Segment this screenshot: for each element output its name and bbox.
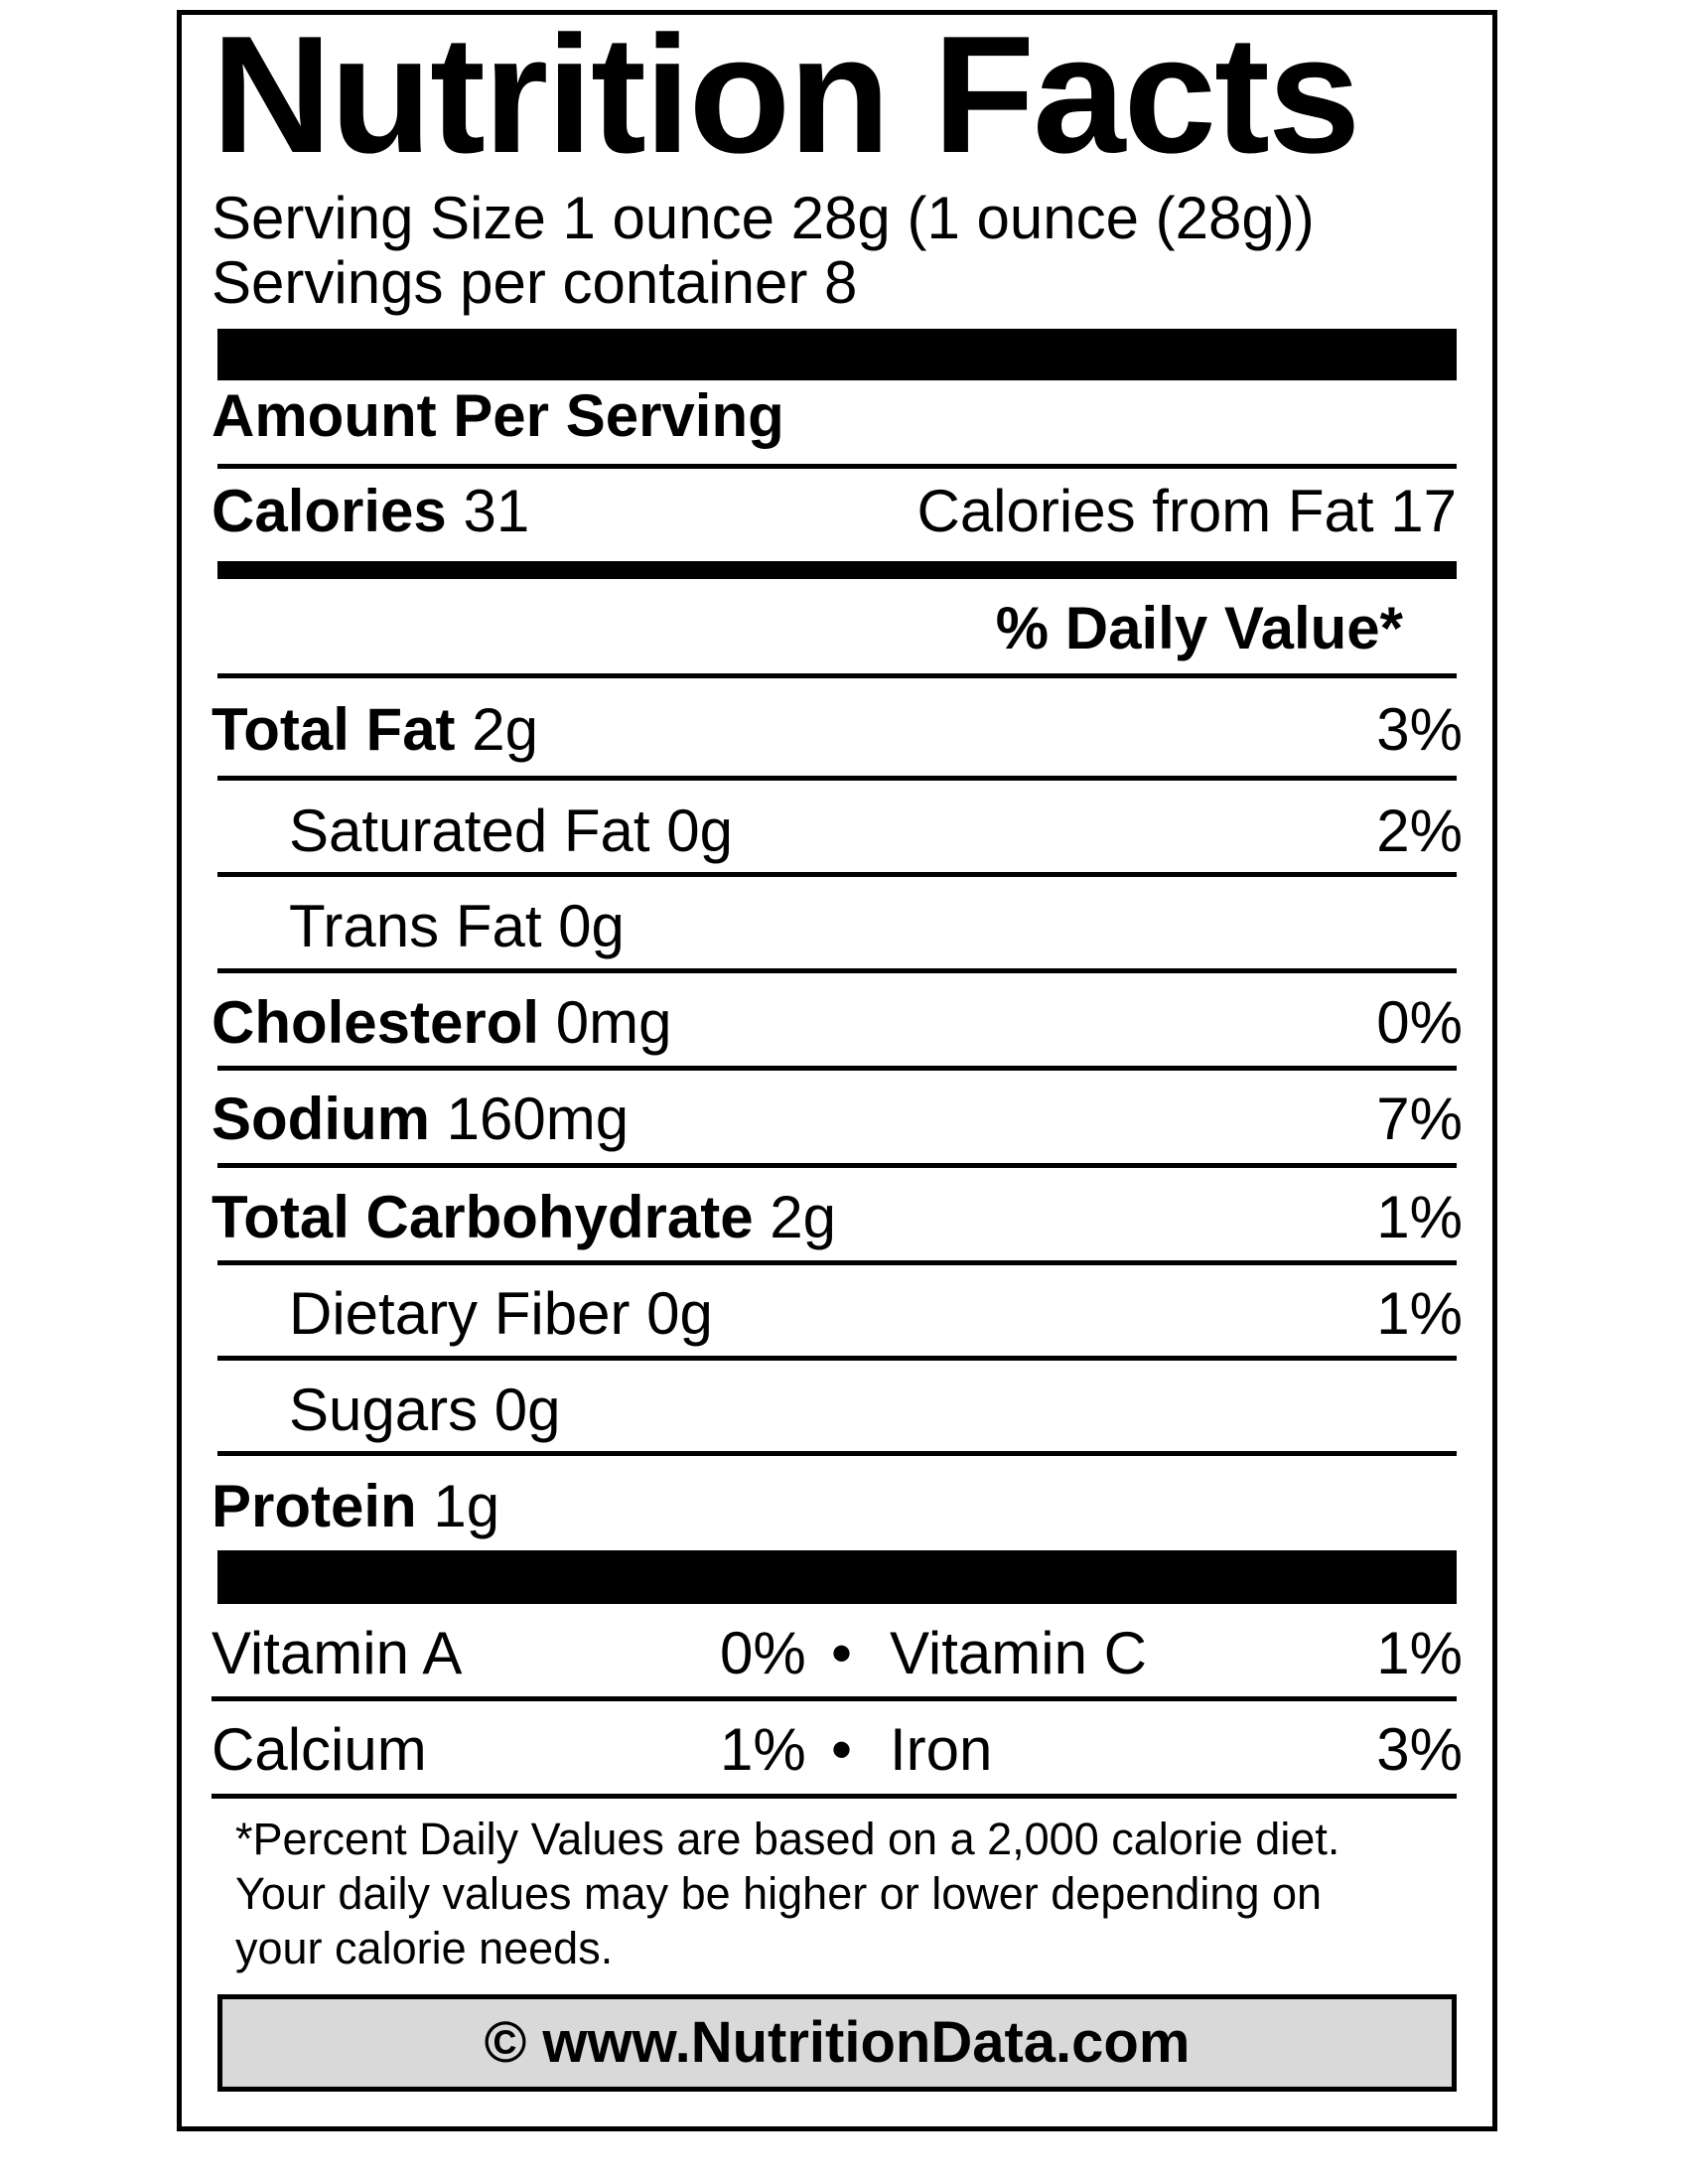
divider bbox=[217, 673, 1457, 678]
thick-divider bbox=[217, 329, 1457, 380]
calcium-label: Calcium bbox=[211, 1716, 427, 1783]
divider bbox=[217, 1066, 1457, 1071]
medium-divider bbox=[217, 561, 1457, 579]
copyright-box bbox=[217, 1994, 1457, 2092]
divider bbox=[211, 1794, 1457, 1799]
calories-value: 31 bbox=[463, 478, 530, 544]
iron-label: Iron bbox=[890, 1716, 993, 1783]
vitamin-c-dv: 1% bbox=[1376, 1620, 1463, 1686]
sugars-label: Sugars 0g bbox=[289, 1377, 561, 1443]
saturated-fat-label: Saturated Fat 0g bbox=[289, 798, 733, 864]
label-content bbox=[211, 1, 1463, 2126]
daily-value-header: % Daily Value* bbox=[995, 595, 1403, 661]
trans-fat-label: Trans Fat 0g bbox=[289, 893, 625, 959]
total-fat-row bbox=[211, 696, 538, 763]
calories-from-fat: Calories from Fat 17 bbox=[916, 478, 1457, 544]
bullet-separator: • bbox=[831, 1716, 853, 1783]
total-carbohydrate-row bbox=[211, 1184, 837, 1250]
bullet-separator: • bbox=[831, 1620, 853, 1686]
divider bbox=[217, 776, 1457, 781]
footnote-line-1: *Percent Daily Values are based on a 2,000 calorie diet. bbox=[235, 1814, 1340, 1864]
footnote-line-3: your calorie needs. bbox=[235, 1923, 614, 1973]
serving-size: Serving Size 1 ounce 28g (1 ounce (28g)) bbox=[211, 185, 1315, 251]
iron-dv: 3% bbox=[1376, 1716, 1463, 1783]
divider bbox=[217, 872, 1457, 877]
cholesterol-dv: 0% bbox=[1376, 989, 1463, 1056]
divider bbox=[217, 968, 1457, 973]
divider bbox=[217, 1260, 1457, 1265]
calories-label: Calories bbox=[211, 478, 447, 544]
dietary-fiber-dv: 1% bbox=[1376, 1280, 1463, 1347]
cholesterol-label: Cholesterol bbox=[211, 989, 540, 1056]
saturated-fat-dv: 2% bbox=[1376, 798, 1463, 864]
calcium-dv: 1% bbox=[720, 1716, 806, 1783]
total-fat-dv: 3% bbox=[1376, 696, 1463, 763]
total-fat-amount: 2g bbox=[472, 696, 538, 763]
divider bbox=[217, 1451, 1457, 1456]
total-fat-label: Total Fat bbox=[211, 696, 456, 763]
servings-per-container: Servings per container 8 bbox=[211, 249, 858, 316]
thick-divider bbox=[217, 1550, 1457, 1604]
divider bbox=[211, 1696, 1457, 1701]
divider bbox=[217, 464, 1457, 469]
footnote-line-2: Your daily values may be higher or lower depending on bbox=[235, 1868, 1323, 1919]
cholesterol-row bbox=[211, 989, 672, 1056]
sodium-row bbox=[211, 1086, 630, 1152]
cholesterol-amount: 0mg bbox=[555, 989, 672, 1056]
total-carbohydrate-label: Total Carbohydrate bbox=[211, 1184, 754, 1250]
dietary-fiber-label: Dietary Fiber 0g bbox=[289, 1280, 713, 1347]
divider bbox=[217, 1356, 1457, 1361]
vitamin-c-label: Vitamin C bbox=[890, 1620, 1147, 1686]
divider bbox=[217, 1163, 1457, 1168]
nutrition-facts-label bbox=[177, 1, 1497, 2131]
amount-per-serving: Amount Per Serving bbox=[211, 382, 784, 449]
vitamin-a-dv: 0% bbox=[720, 1620, 806, 1686]
protein-label: Protein bbox=[211, 1473, 417, 1539]
label-title: Nutrition Facts bbox=[211, 1, 1359, 188]
sodium-label: Sodium bbox=[211, 1086, 430, 1152]
calories-row bbox=[211, 478, 530, 544]
total-carbohydrate-amount: 2g bbox=[770, 1184, 837, 1250]
copyright-text: © www.NutritionData.com bbox=[484, 2010, 1191, 2075]
total-carbohydrate-dv: 1% bbox=[1376, 1184, 1463, 1250]
protein-row bbox=[211, 1473, 500, 1539]
protein-amount: 1g bbox=[433, 1473, 500, 1539]
sodium-dv: 7% bbox=[1376, 1086, 1463, 1152]
vitamin-a-label: Vitamin A bbox=[211, 1620, 463, 1686]
sodium-amount: 160mg bbox=[446, 1086, 630, 1152]
